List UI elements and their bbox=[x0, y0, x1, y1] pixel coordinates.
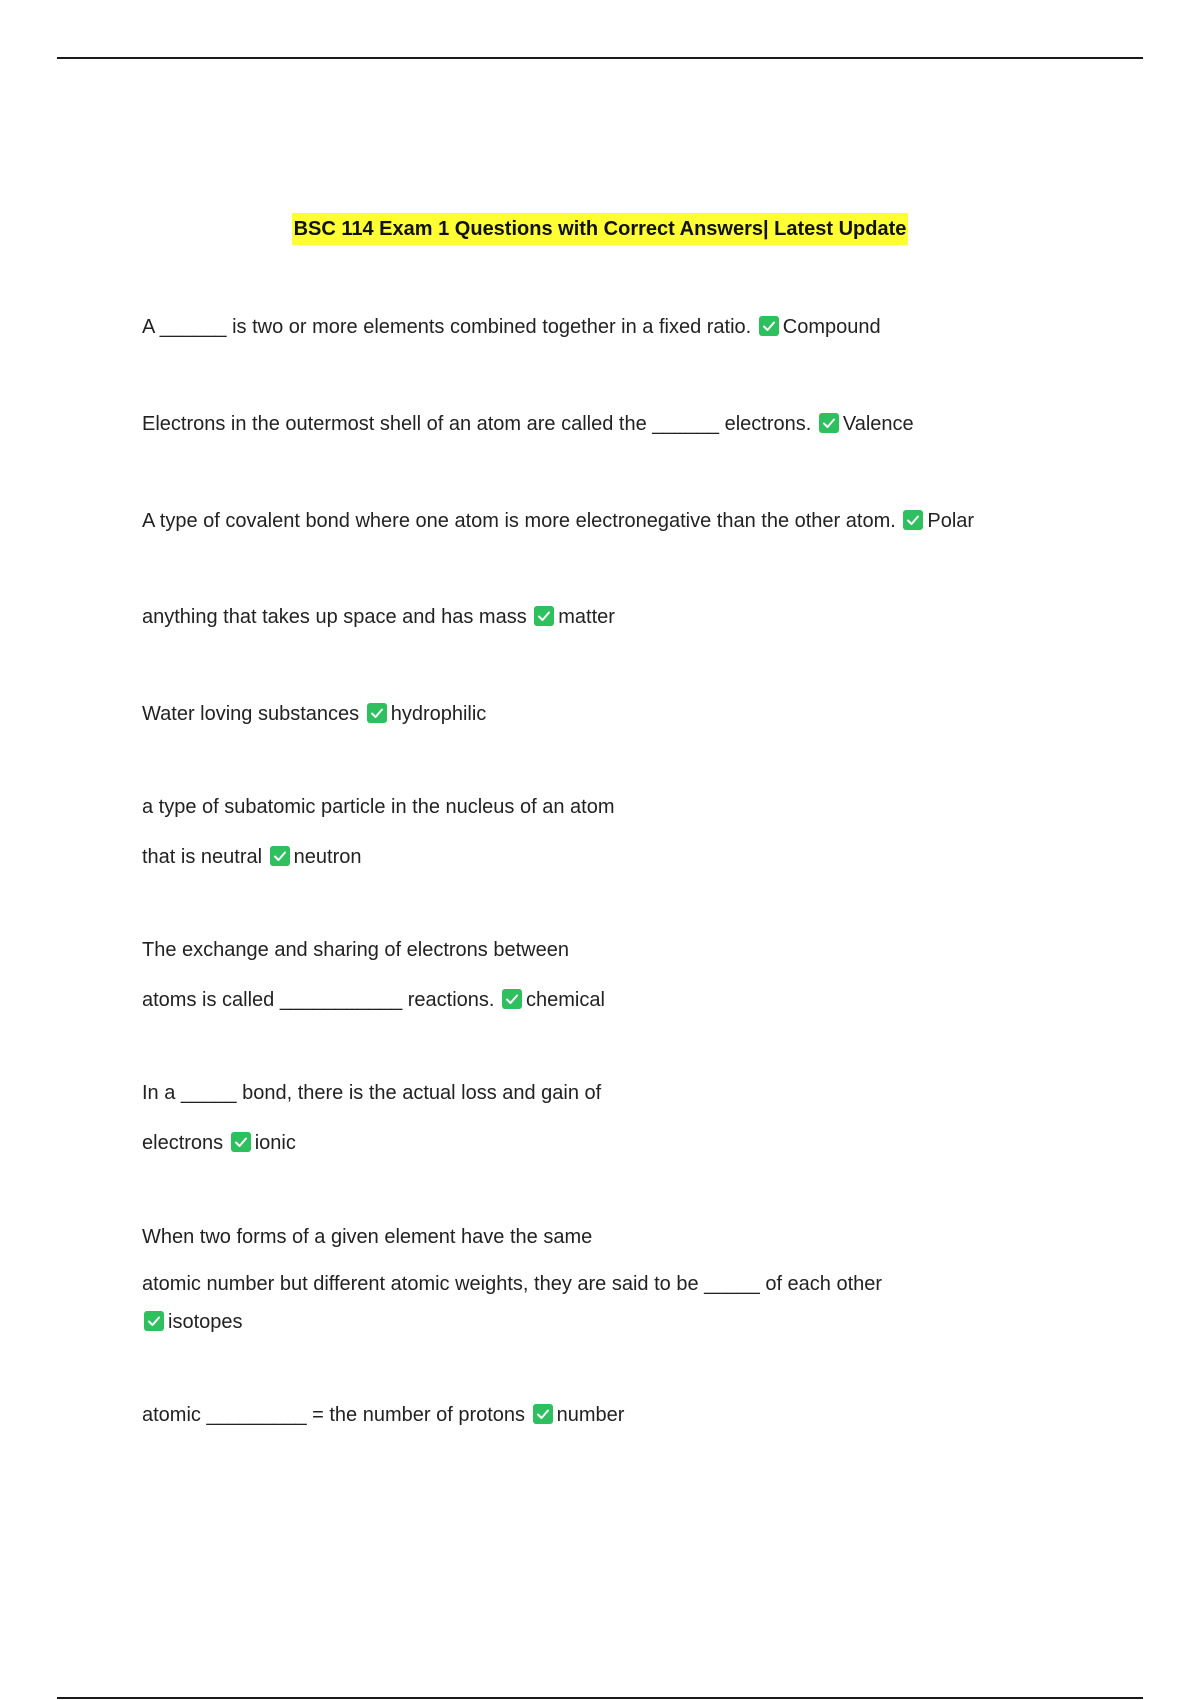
check-mark-icon bbox=[819, 413, 839, 433]
qa-item bbox=[142, 592, 615, 642]
question-text: electrons bbox=[142, 1132, 224, 1154]
question-text: atomic _________ = the number of protons bbox=[142, 1404, 526, 1426]
question-text: Electrons in the outermost shell of an atom are called the ______ electrons. bbox=[142, 413, 812, 435]
qa-line bbox=[142, 975, 605, 1025]
footer-rule bbox=[57, 1697, 1143, 1699]
check-mark-icon bbox=[533, 1404, 553, 1424]
question-line: atomic number but different atomic weights, they are said to be _____ of each other bbox=[142, 1273, 883, 1295]
qa-item bbox=[142, 925, 605, 1025]
question-line: When two forms of a given element have the same bbox=[142, 1226, 593, 1248]
question-text: that is neutral bbox=[142, 846, 263, 868]
answer-text: matter bbox=[558, 606, 615, 628]
answer-text: number bbox=[556, 1404, 625, 1426]
qa-line bbox=[142, 1390, 624, 1440]
qa-item bbox=[142, 302, 881, 352]
check-mark-icon bbox=[144, 1311, 164, 1331]
answer-text: neutron bbox=[293, 846, 362, 868]
question-text: anything that takes up space and has mass bbox=[142, 606, 527, 628]
qa-item bbox=[142, 496, 974, 546]
qa-line bbox=[142, 399, 914, 449]
qa-line bbox=[142, 689, 486, 739]
qa-line bbox=[142, 496, 974, 546]
check-mark-icon bbox=[367, 703, 387, 723]
check-mark-icon bbox=[502, 989, 522, 1009]
qa-line bbox=[142, 832, 615, 882]
question-text: A type of covalent bond where one atom is more electronegative than the other atom. bbox=[142, 510, 896, 532]
qa-item bbox=[142, 1068, 601, 1168]
answer-text: hydrophilic bbox=[390, 703, 487, 725]
check-mark-icon bbox=[231, 1132, 251, 1152]
answer-text: Valence bbox=[842, 413, 914, 435]
qa-item bbox=[142, 1212, 882, 1339]
question-text: atoms is called ___________ reactions. bbox=[142, 989, 495, 1011]
question-line: a type of subatomic particle in the nucleus of an atom bbox=[142, 796, 615, 818]
question-text: A ______ is two or more elements combined together in a fixed ratio. bbox=[142, 316, 752, 338]
document-title: BSC 114 Exam 1 Questions with Correct Answers| Latest Update bbox=[292, 213, 909, 245]
qa-line bbox=[142, 1305, 882, 1339]
header-rule bbox=[57, 57, 1143, 59]
title-block bbox=[0, 213, 1200, 245]
question-line: The exchange and sharing of electrons between bbox=[142, 939, 569, 961]
question-text: Water loving substances bbox=[142, 703, 360, 725]
qa-item bbox=[142, 399, 914, 449]
qa-item bbox=[142, 782, 615, 882]
check-mark-icon bbox=[534, 606, 554, 626]
question-line: In a _____ bond, there is the actual loss and gain of bbox=[142, 1082, 602, 1104]
answer-text: ionic bbox=[254, 1132, 296, 1154]
check-mark-icon bbox=[903, 510, 923, 530]
answer-text: Polar bbox=[927, 510, 975, 532]
answer-text: Compound bbox=[782, 316, 881, 338]
qa-item bbox=[142, 1390, 624, 1440]
answer-text: chemical bbox=[526, 989, 605, 1011]
answer-text: isotopes bbox=[168, 1311, 243, 1333]
qa-item bbox=[142, 689, 486, 739]
check-mark-icon bbox=[759, 316, 779, 336]
qa-line bbox=[142, 1118, 601, 1168]
qa-line bbox=[142, 592, 615, 642]
check-mark-icon bbox=[270, 846, 290, 866]
qa-line bbox=[142, 302, 881, 352]
